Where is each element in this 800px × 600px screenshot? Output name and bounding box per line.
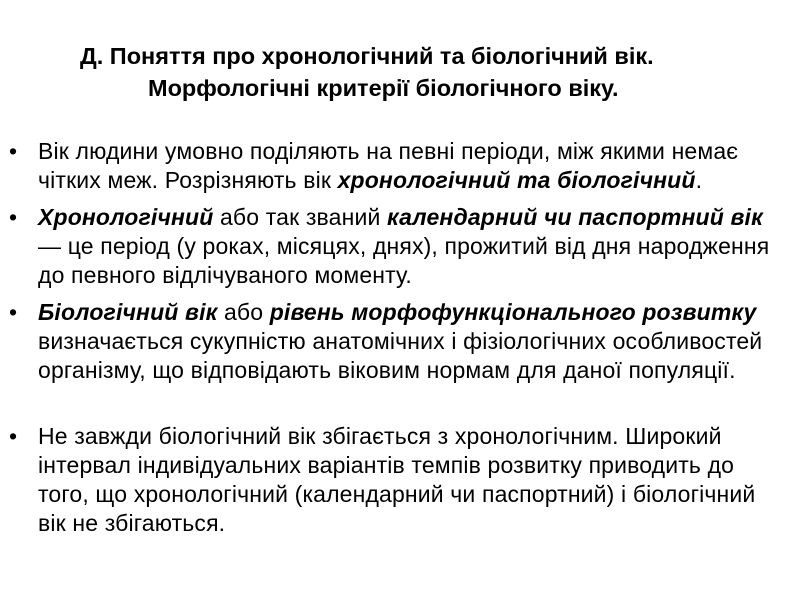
bullet-text: Вік людини умовно поділяють на певні періоди, між якими немає чітких меж. Розрізняють вік [38,138,739,193]
bullet-item-biological-age [0,298,800,385]
bullet-list [0,137,800,538]
bullet-item-chronological-age [0,203,800,290]
bullet-text: або так званий [213,204,387,230]
slide-title-line-2: Морфологічні критерії біологічного віку. [148,75,619,101]
bullet-emphasis: календарний чи паспортний вік [387,204,763,230]
bullet-marker: • [9,299,18,325]
bullet-emphasis: Біологічний вік [38,299,218,325]
bullet-emphasis: хронологічний та біологічний [337,167,696,193]
bullet-text: Не завжди біологічний вік збігається з хронологічним. Широкий інтервал індивідуальних варіантів темпів розвитку приводить до того, що хронологічний (календарний чи паспортний) і біологічний вік не збігаються. [38,423,756,536]
bullet-marker: • [9,138,18,164]
bullet-text: . [695,167,703,193]
bullet-text: — це період (у роках, місяцях, днях), прожитий від дня народження до певного відлічуваного моменту. [38,233,770,288]
bullet-emphasis: Хронологічний [38,204,214,230]
bullet-marker: • [9,423,18,449]
slide-title-line-1: Д. Поняття про хронологічний та біологічний вік. [80,43,654,69]
bullet-text: або [217,299,270,325]
bullet-marker: • [9,204,18,230]
bullet-item-age-periods [0,137,800,195]
bullet-text: визначається сукупністю анатомічних і фізіологічних особливостей організму, що відповідають віковим нормам для даної популяції. [38,328,763,383]
slide-title [80,40,780,104]
bullet-emphasis: рівень морфофункціонального розвитку [269,299,757,325]
bullet-item-age-mismatch [0,422,800,538]
